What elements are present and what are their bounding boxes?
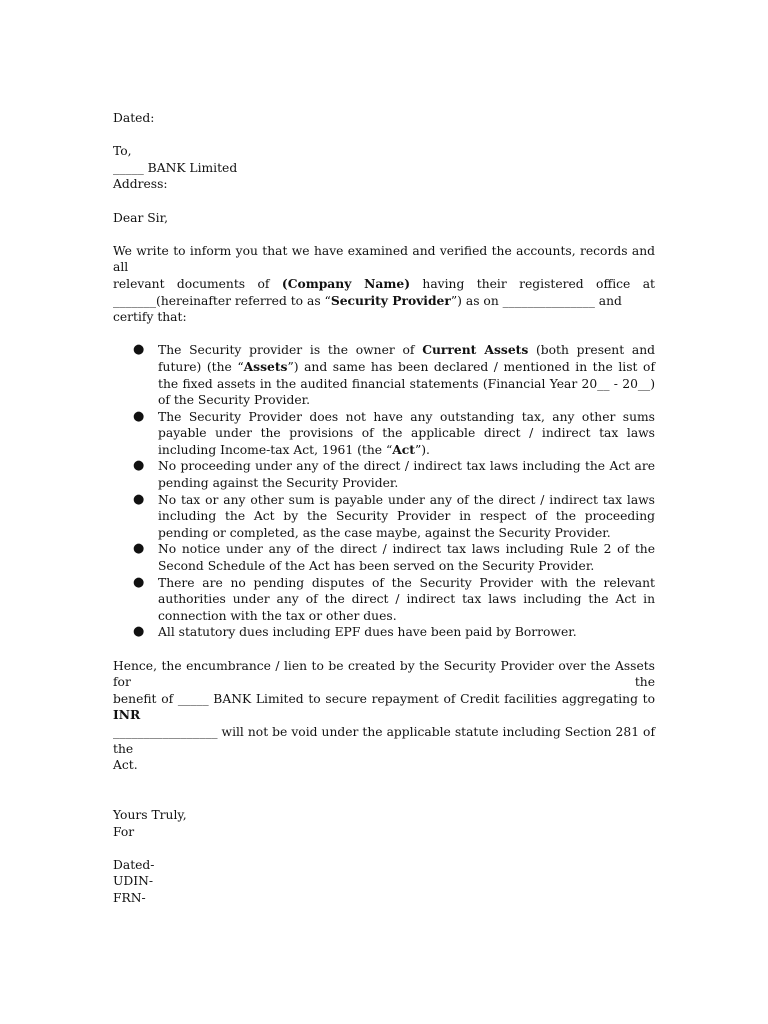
frn-field: FRN- xyxy=(113,890,146,905)
intro-line-3: _______(hereinafter referred to as “Security Provider”) as on _______________ and certify that: xyxy=(113,292,622,325)
conclusion-paragraph xyxy=(113,658,655,774)
security-provider-term: Security Provider xyxy=(330,292,451,308)
bullet-icon: ● xyxy=(133,491,145,507)
closing: Yours Truly, xyxy=(113,807,187,822)
signature-dated: Dated- xyxy=(113,857,155,872)
inr-term: INR xyxy=(113,707,141,723)
list-item: ● No tax or any other sum is payable under any of the direct / indirect tax laws including the Act by the Security Provider in respect of the proceeding pending or completed, as the case maybe, against the Security Provider. xyxy=(133,491,655,540)
signatory-for: For xyxy=(113,824,135,839)
intro-line-2: relevant documents of (Company Name) having their registered office at xyxy=(113,275,655,291)
date-line: Dated: xyxy=(113,111,155,125)
certificate-letter xyxy=(113,110,655,907)
recipient-bank: _____ BANK Limited xyxy=(113,160,238,175)
bullet-icon: ● xyxy=(133,541,145,557)
company-name-placeholder: (Company Name) xyxy=(281,275,411,291)
bullet-icon: ● xyxy=(133,574,145,590)
intro-paragraph xyxy=(113,243,655,326)
bullet-icon: ● xyxy=(133,342,145,358)
conclusion-line-1: Hence, the encumbrance / lien to be created by the Security Provider over the Assets for the xyxy=(113,658,655,690)
conclusion-line-3: _________________ will not be void under the applicable statute including Section 281 of the xyxy=(113,724,655,756)
certification-list xyxy=(113,342,655,641)
list-item: ● All statutory dues including EPF dues have been paid by Borrower. xyxy=(133,624,577,640)
conclusion-line-2: benefit of _____ BANK Limited to secure repayment of Credit facilities aggregating to INR xyxy=(113,691,655,723)
list-item: ● The Security provider is the owner of Current Assets (both present and future) (the “Assets”) and same has been declared / mentioned in the list of the fixed assets in the audited financial statements (Financial Year 20__ - 20__) of the Security Provider. xyxy=(133,342,655,408)
list-item: ● No proceeding under any of the direct / indirect tax laws including the Act are pending against the Security Provider. xyxy=(133,458,655,491)
recipient-address: Address: xyxy=(113,177,168,192)
salutation: Dear Sir, xyxy=(113,210,169,225)
list-item: ● There are no pending disputes of the Security Provider with the relevant authorities under any of the direct / indirect tax laws including the Act in connection with the tax or other dues. xyxy=(133,574,655,623)
bullet-icon: ● xyxy=(133,408,145,424)
list-item: ● The Security Provider does not have any outstanding tax, any other sums payable under the provisions of the applicable direct / indirect tax laws including Income-tax Act, 1961 (the “Act”). xyxy=(133,408,655,457)
udin-field: UDIN- xyxy=(113,874,153,889)
recipient-to: To, xyxy=(113,144,132,159)
bullet-icon: ● xyxy=(133,458,145,474)
conclusion-line-4: Act. xyxy=(113,758,138,773)
bullet-icon: ● xyxy=(133,624,145,640)
list-item: ● No notice under any of the direct / indirect tax laws including Rule 2 of the Second Schedule of the Act has been served on the Security Provider. xyxy=(133,541,655,574)
intro-line-1: We write to inform you that we have examined and verified the accounts, records and all xyxy=(113,243,655,275)
